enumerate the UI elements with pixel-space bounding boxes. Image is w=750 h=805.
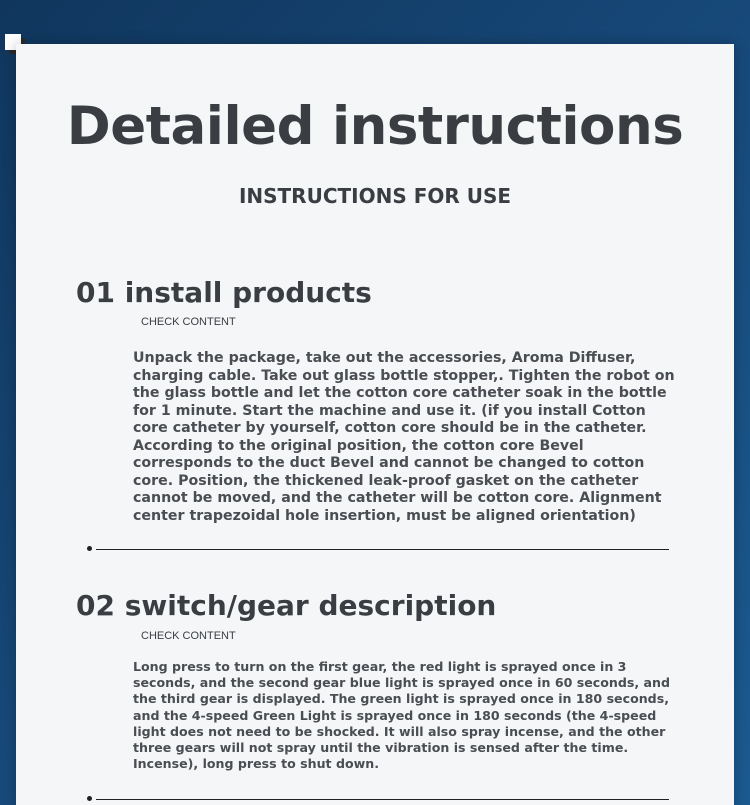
divider-dot: [87, 546, 92, 551]
section-subtitle-switch: CHECK CONTENT: [141, 630, 236, 642]
section-divider: [96, 549, 669, 550]
section-body-install: Unpack the package, take out the accessories, Aroma Diffuser, charging cable. Take out glass bottle stopper,. Tighten the robot on the glass bottle and let the cotton core catheter soak in the bottle for 1 minute. Start the machine and use it. (if you install Cotton core catheter by yourself, cotton core should be in the catheter. According to the original position, the cotton core Bevel corresponds to the duct Bevel and cannot be changed to cotton core. Position, the thickened leak-proof gasket on the catheter cannot be moved, and the catheter will be cotton core. Alignment center trapezoidal hole insertion, must be aligned orientation): [133, 350, 675, 524]
divider-dot: [87, 796, 92, 801]
section-subtitle-install: CHECK CONTENT: [141, 316, 236, 328]
section-body-switch: Long press to turn on the first gear, the red light is sprayed once in 3 seconds, and the second gear blue light is sprayed once in 60 seconds, and the third gear is displayed. The green light is sprayed once in 180 seconds, and the 4-speed Green Light is sprayed once in 180 seconds (the 4-speed light does not need to be shocked. It will also spray incense, and the other three gears will not spray until the vibration is sensed after the time. Incense), long press to shut down.: [133, 659, 671, 772]
section-title-switch: 02 switch/gear description: [76, 589, 497, 622]
section-title-install: 01 install products: [76, 276, 372, 309]
page-title: Detailed instructions: [66, 96, 684, 157]
section-divider: [96, 799, 669, 800]
page-subtitle: INSTRUCTIONS FOR USE: [238, 184, 512, 208]
